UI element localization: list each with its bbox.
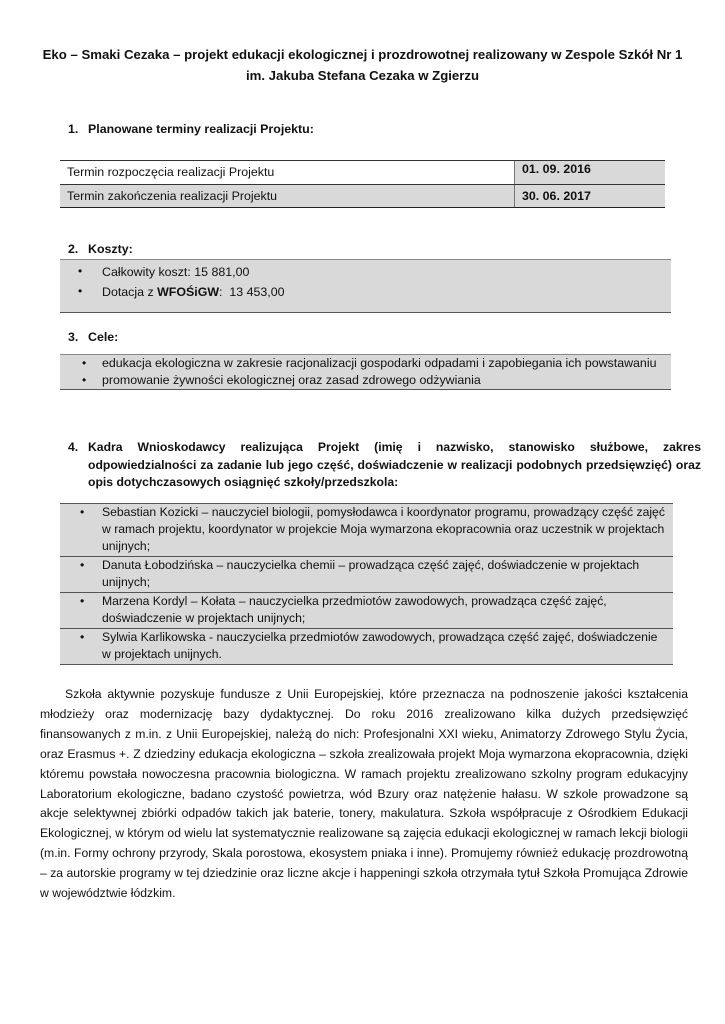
grant-prefix: Dotacja z	[102, 285, 158, 299]
section-1-number: 1.	[68, 122, 79, 136]
table-row	[60, 557, 673, 593]
staff-member: Sebastian Kozicki – nauczyciel biologii, pomysłodawca i koordynator programu, prowadzący część zajęć w ramach projektu, koordynator w projekcie Moja wymarzona ekopracownia oraz uczestnik w projektach unijnych;	[102, 505, 665, 553]
start-date-value: 01. 09. 2016	[515, 161, 666, 185]
total-cost: Całkowity koszt: 15 881,00	[102, 265, 250, 279]
section-2-heading-text: Koszty:	[88, 242, 133, 256]
table-row	[60, 629, 673, 665]
section-4-heading-text: Kadra Wnioskodawcy realizująca Projekt (imię i nazwisko, stanowisko służbowe, zakres odpowiedzialności za zadanie lub jego część, doświadczenie w realizacji podobnych przedsięwzięć) oraz opis dotychczasowych osiągnięć szkoły/przedszkola:	[88, 440, 701, 489]
document-title: Eko – Smaki Cezaka – projekt edukacji ekologicznej i prozdrowotnej realizowany w Zespole Szkół Nr 1 im. Jakuba Stefana Cezaka w Zgierzu	[42, 47, 683, 83]
start-date-label: Termin rozpoczęcia realizacji Projektu	[60, 161, 515, 185]
section-2-number: 2.	[68, 242, 79, 256]
staff-member: Sylwia Karlikowska - nauczycielka przedmiotów zawodowych, prowadząca część zajęć, doświadczenie w projektach unijnych.	[102, 630, 658, 661]
table-row	[60, 504, 673, 557]
costs-box	[60, 259, 671, 313]
section-4-number: 4.	[68, 440, 79, 454]
section-3-heading-text: Cele:	[88, 330, 119, 344]
section-2-heading	[68, 241, 133, 258]
table-row	[60, 161, 665, 185]
section-4-heading	[68, 439, 701, 492]
list-item: • edukacja ekologiczna w zakresie racjonalizacji gospodarki odpadami i zapobiegania ich powstawaniu	[60, 355, 671, 372]
staff-table	[60, 503, 673, 665]
staff-member: Danuta Łobodzińska – nauczycielka chemii – prowadząca część zajęć, doświadczenie w projektach unijnych;	[102, 558, 640, 589]
grant-source: WFOŚiGW	[157, 285, 220, 299]
section-3-number: 3.	[68, 330, 79, 344]
bullet-icon: •	[80, 505, 85, 519]
bullet-icon: •	[80, 630, 85, 644]
end-date-label: Termin zakończenia realizacji Projektu	[60, 184, 515, 208]
bullet-icon: •	[80, 594, 85, 608]
section-1-heading-text: Planowane terminy realizacji Projektu:	[88, 122, 314, 136]
bullet-icon: •	[80, 558, 85, 572]
section-1-heading	[68, 121, 314, 138]
list-item: • promowanie żywności ekologicznej oraz zasad zdrowego odżywiania	[60, 372, 671, 389]
staff-member: Marzena Kordyl – Kołata – nauczycielka przedmiotów zawodowych, prowadząca część zajęć, doświadczenie w projektach unijnych;	[102, 594, 607, 625]
school-description-paragraph: Szkoła aktywnie pozyskuje fundusze z Unii Europejskiej, które przeznacza na podnoszenie jakości kształcenia młodzieży oraz modernizację bazy dydaktycznej. Do roku 2016 zrealizowano kilka dużych przedsięwzięć finansowanych z m.in. z Unii Europejskiej, należą do nich: Profesjonalni XXI wieku, Animatorzy Zdrowego Stylu Życia, oraz Erasmus +. Z dziedziny edukacja ekologiczna – szkoła zrealizowała projekt Moja wymarzona ekopracownia, dzięki któremu powstała nowoczesna pracownia biologiczna. W ramach projektu zrealizowano szkolny program edukacyjny Laboratorium ekologiczne, badano czystość powietrza, wód Bzury oraz natężenie hałasu. W szkole prowadzone są akcje selektywnej zbiórki odpadów takich jak baterie, tonery, makulatura. Szkoła współpracuje z Ośrodkiem Edukacji Ekologicznej, w którym od wielu lat systematycznie realizowane są zajęcia edukacji ekologicznej w ramach lekcji biologii (m.in. Formy ochrony przyrody, Skala porostowa, ekosystem pniaka i inne). Promujemy również edukację prozdrowotną – za autorskie programy w tej dziedzinie oraz liczne akcje i happeningi szkoła otrzymała tytuł Szkoła Promująca Zdrowie w województwie łódzkim.	[40, 687, 688, 901]
project-dates-table	[60, 160, 665, 208]
list-item	[60, 262, 671, 282]
grant-amount: : 13 453,00	[219, 285, 285, 299]
table-row	[60, 593, 673, 629]
goals-box	[60, 354, 671, 390]
list-item	[60, 282, 671, 302]
table-row	[60, 184, 665, 208]
section-3-heading	[68, 329, 118, 346]
end-date-value: 30. 06. 2017	[515, 184, 666, 208]
